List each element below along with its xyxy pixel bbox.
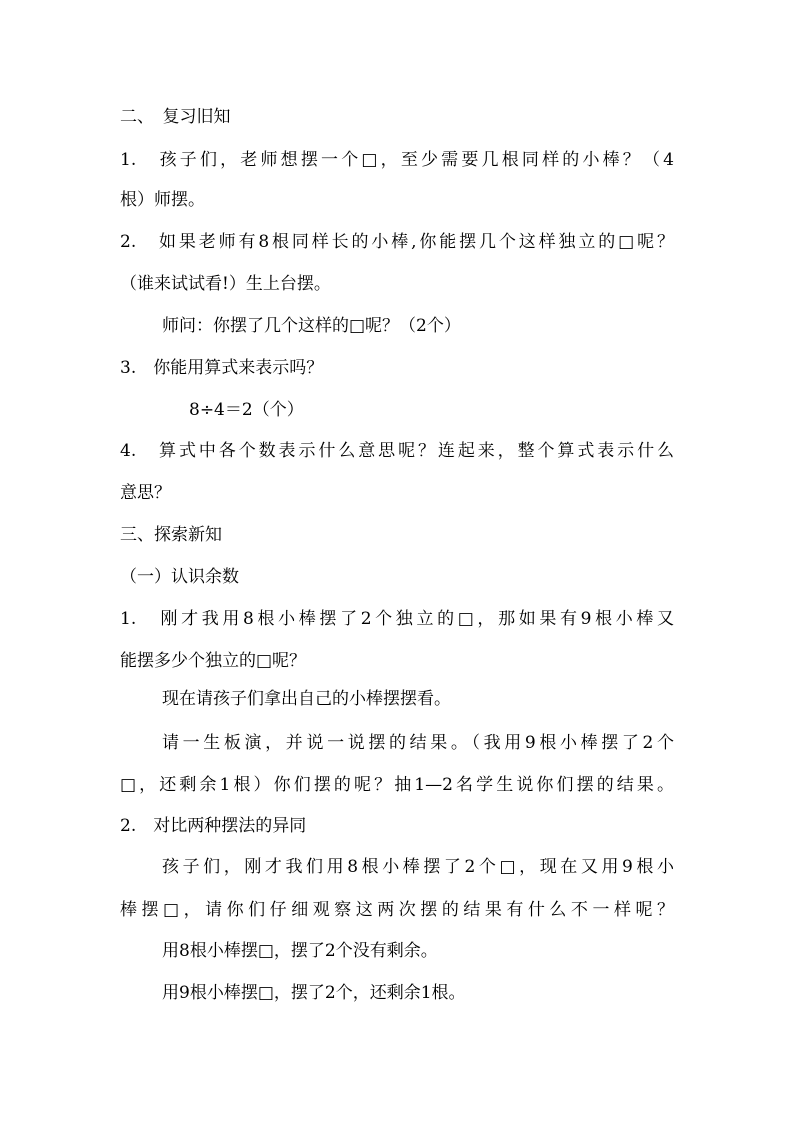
subsection-heading-remainder: （一）认识余数 bbox=[120, 567, 239, 587]
instruction-line: 现在请孩子们拿出自己的小棒摆摆看。 bbox=[162, 689, 451, 709]
section-heading-explore: 三、探索新知 bbox=[120, 525, 222, 545]
teacher-question: 师问：你摆了几个这样的□呢？（2个） bbox=[162, 316, 461, 336]
new-item-1-line-1: 1. 刚才我用8根小棒摆了2个独立的□，那如果有9根小棒又 bbox=[120, 609, 674, 629]
result-line-2: 用9根小棒摆□，摆了2个，还剩余1根。 bbox=[162, 983, 466, 1003]
equation: 8÷4＝2（个） bbox=[189, 400, 304, 420]
compare-line-1: 孩子们，刚才我们用8根小棒摆了2个□，现在又用9根小 bbox=[162, 857, 674, 877]
item-2-line-2: （谁来试试看!）生上台摆。 bbox=[120, 274, 331, 294]
result-line-1: 用8根小棒摆□，摆了2个没有剩余。 bbox=[162, 941, 438, 961]
item-4-line-2: 意思？ bbox=[120, 483, 171, 503]
new-item-1-line-2: 能摆多少个独立的□呢？ bbox=[120, 651, 307, 671]
demo-line-1: 请一生板演，并说一说摆的结果。（我用9根小棒摆了2个 bbox=[162, 733, 674, 753]
item-1-line-1: 1. 孩子们，老师想摆一个□，至少需要几根同样的小棒？（4 bbox=[120, 150, 674, 170]
demo-line-2: □，还剩余1根）你们摆的呢？抽1—2名学生说你们摆的结果。 bbox=[120, 775, 674, 795]
item-2-line-1: 2. 如果老师有8根同样长的小棒,你能摆几个这样独立的□呢？ bbox=[120, 232, 674, 252]
item-4-line-1: 4. 算式中各个数表示什么意思呢？连起来，整个算式表示什么 bbox=[120, 441, 674, 461]
item-1-line-2: 根）师摆。 bbox=[120, 190, 205, 210]
compare-line-2: 棒摆□，请你们仔细观察这两次摆的结果有什么不一样呢？ bbox=[120, 900, 674, 920]
section-heading-review: 二、 复习旧知 bbox=[120, 107, 231, 127]
new-item-2-heading: 2. 对比两种摆法的异同 bbox=[120, 816, 307, 836]
item-3: 3. 你能用算式来表示吗？ bbox=[120, 358, 324, 378]
